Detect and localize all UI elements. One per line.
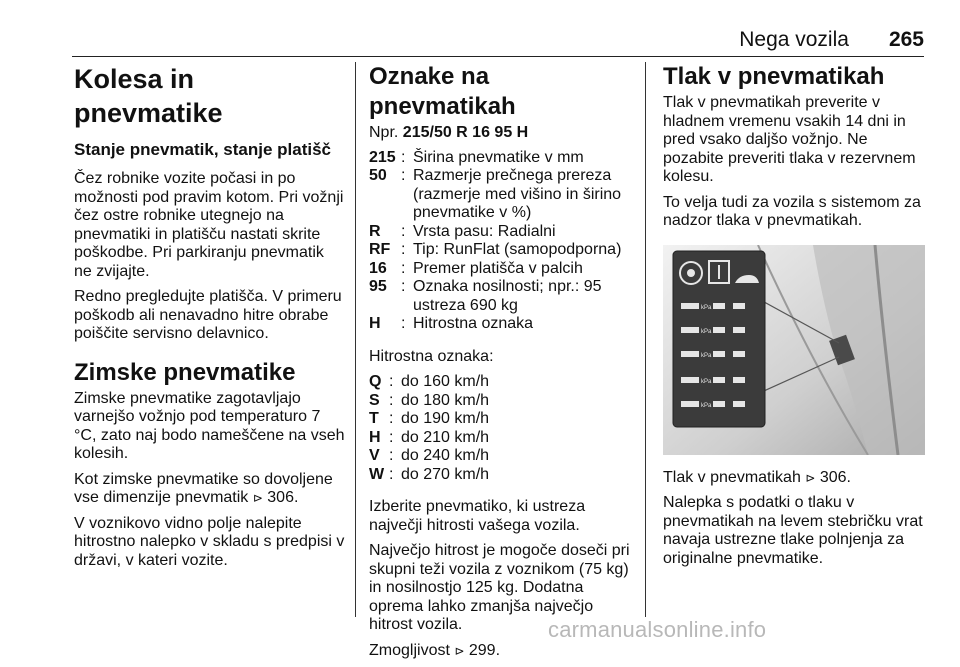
- reference-arrow-icon: ⊳: [252, 491, 263, 505]
- term-separator: :: [389, 391, 394, 409]
- example-code: 215/50 R 16 95 H: [402, 124, 529, 141]
- term-value: do 240 km/h: [401, 447, 490, 464]
- reference-arrow-icon: ⊳: [454, 643, 465, 658]
- paragraph: To velja tudi za vozila s sistemom za nadzor tlaka v pnevmatikah.: [663, 193, 921, 229]
- term-key: T: [369, 410, 379, 427]
- term-key: RF: [369, 241, 391, 258]
- tyre-pressure-title: Tlak v pnevmatikah: [663, 63, 885, 90]
- term-separator: :: [389, 465, 394, 483]
- term-value: Vrsta pasu: Radialni: [413, 222, 556, 240]
- term-separator: :: [401, 222, 406, 240]
- term-separator: :: [401, 167, 406, 184]
- term-separator: :: [401, 278, 406, 295]
- term-value: Širina pnevmatike v mm: [413, 148, 584, 166]
- term-key: S: [369, 391, 380, 409]
- marking-definitions: [369, 149, 635, 334]
- door-pillar-illustration: [663, 245, 925, 455]
- term-key: 16: [369, 259, 387, 277]
- paragraph: V voznikovo vidno polje nalepite hitrostno nalepko v skladu s predpisi v državi, v kateri vozite.: [74, 514, 345, 569]
- paragraph: Zimske pnevmatike zagotavljajo varnejšo vožnjo pod temperaturo 7 °C, zato naj bodo nameščene na vseh kolesih.: [74, 389, 345, 462]
- speed-index-list: [369, 373, 635, 484]
- paragraph-with-reference: Tlak v pnevmatikah ⊳ 306.: [663, 468, 851, 486]
- term-value: do 210 km/h: [401, 428, 490, 446]
- paragraph: Nalepka s podatki o tlaku v pnevmatikah na levem stebričku vrat navaja ustrezne tlake polnjenja za originalne pnevmatike.: [663, 494, 923, 567]
- svg-text:kPa: kPa: [701, 378, 712, 385]
- section-title: Kolesa in pnevmatike: [74, 64, 223, 128]
- term-separator: :: [401, 259, 406, 277]
- watermark: carmanualsonline.info: [548, 617, 767, 642]
- term-separator: :: [401, 315, 406, 332]
- paragraph: Največjo hitrost je mogoče doseči pri skupni teži vozila z voznikom (75 kg) in nosilnostjo 125 kg. Dodatna oprema lahko zmanjša največjo hitrost vozila.: [369, 542, 630, 633]
- term-value: Oznaka nosilnosti; npr.: 95 ustreza 690 kg: [413, 278, 602, 314]
- paragraph-with-reference: Kot zimske pnevmatike so dovoljene vse dimenzije pnevmatik ⊳ 306.: [74, 470, 333, 506]
- paragraph: Čez robnike vozite počasi in po možnosti pod pravim kotom. Pri vožnji čez ostre robnike utegnejo na pnevmatiki in platišču nastati skrite poškodbe. Pri parkiranju pnevmatik ne zvijajte.: [74, 170, 344, 280]
- term-value: Hitrostna oznaka: [413, 315, 534, 332]
- column-divider-2: [645, 62, 646, 617]
- term-separator: :: [401, 241, 406, 258]
- term-value: do 270 km/h: [401, 465, 490, 483]
- running-title: Nega vozila: [739, 28, 849, 51]
- page-header: [739, 28, 924, 52]
- example-line: Npr. 215/50 R 16 95 H: [369, 124, 529, 141]
- reference-arrow-icon: ⊳: [805, 470, 816, 485]
- paragraph: Izberite pnevmatiko, ki ustreza največji hitrosti vašega vozila.: [369, 498, 586, 534]
- term-key: Q: [369, 373, 382, 390]
- term-value: do 160 km/h: [401, 373, 490, 390]
- term-separator: :: [389, 410, 394, 427]
- term-key: V: [369, 447, 380, 464]
- term-key: 95: [369, 278, 387, 295]
- term-separator: :: [389, 373, 394, 390]
- term-key: 50: [369, 167, 387, 184]
- term-value: do 190 km/h: [401, 410, 490, 427]
- tyre-markings-title: Oznake na pnevmatikah: [369, 63, 516, 120]
- term-key: W: [369, 465, 385, 483]
- term-key: H: [369, 315, 381, 332]
- term-key: 215: [369, 148, 396, 166]
- svg-text:kPa: kPa: [701, 304, 712, 311]
- paragraph: Redno pregledujte platišča. V primeru poškodb ali nenavadno hitre obrabe poiščite servisno delavnico.: [74, 288, 342, 342]
- paragraph: Tlak v pnevmatikah preverite v hladnem vremenu vsakih 14 dni in pred vsako daljšo vožnjo. Ne pozabite preveriti tlaka v rezervnem kolesu.: [663, 94, 916, 185]
- tyre-pressure-label-figure: [663, 245, 925, 455]
- svg-text:kPa: kPa: [701, 352, 712, 359]
- term-value: Premer platišča v palcih: [413, 259, 583, 277]
- term-value: do 180 km/h: [401, 391, 490, 409]
- svg-text:kPa: kPa: [701, 402, 712, 409]
- column-3: [663, 62, 925, 575]
- column-divider-1: [355, 62, 356, 617]
- page-number: 265: [888, 28, 924, 51]
- term-separator: :: [389, 447, 394, 464]
- page-reference-link[interactable]: 306.: [819, 468, 851, 486]
- winter-tyres-title: Zimske pnevmatike: [74, 358, 296, 386]
- page-reference-link[interactable]: 306.: [267, 489, 299, 506]
- term-value: Razmerje prečnega prereza (razmerje med višino in širino pnevmatike v %): [413, 167, 622, 221]
- term-key: R: [369, 222, 381, 240]
- speed-index-title: Hitrostna oznaka:: [369, 347, 494, 365]
- term-separator: :: [389, 428, 394, 446]
- column-1: [74, 62, 346, 577]
- svg-text:kPa: kPa: [701, 328, 712, 335]
- term-value: Tip: RunFlat (samopodporna): [413, 241, 622, 258]
- subsection-title: Stanje pnevmatik, stanje platišč: [74, 140, 331, 159]
- term-key: H: [369, 428, 381, 446]
- header-rule: [72, 56, 924, 57]
- page-reference-link[interactable]: 299.: [468, 641, 501, 659]
- paragraph-with-reference: Zmogljivost ⊳ 299.: [369, 641, 501, 659]
- term-separator: :: [401, 148, 406, 166]
- column-2: [369, 62, 635, 667]
